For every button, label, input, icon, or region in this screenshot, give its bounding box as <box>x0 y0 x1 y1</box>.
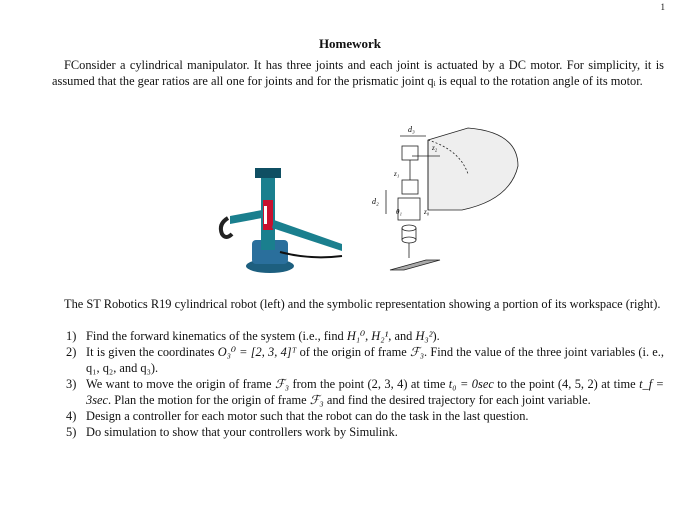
symbolic-diagram <box>386 128 518 270</box>
origin-coordinates: O₃⁰ = [2, 3, 4]ᵀ <box>217 345 297 359</box>
task-item-3: 3) We want to move the origin of frame ℱ₃ from the point (2, 3, 4) at time t₀ = 0sec to the point (4, 5, 2) at time t_f = 3sec. Plan the motion for the origin of frame ℱ₃ and find the desired trajectory for each joint variable. <box>66 377 664 407</box>
start-time: t₀ = 0sec <box>448 377 494 391</box>
label-z1: z₁ <box>394 170 400 178</box>
task-item-1: 1) Find the forward kinematics of the system (i.e., find H₁⁰, H₂¹, and H₃²). <box>66 329 440 343</box>
frame-f3: ℱ₃ <box>409 345 425 359</box>
joint-block-middle <box>402 180 418 194</box>
page-number: 1 <box>660 2 665 12</box>
task-number: 3) <box>66 377 77 391</box>
robot-white-stripe <box>264 206 267 224</box>
r19-robot-photo <box>221 168 342 273</box>
h3-matrix: H₃² <box>415 329 433 343</box>
label-theta1: θ₁ <box>396 208 402 216</box>
workspace-volume <box>428 128 518 210</box>
robot-figure <box>200 120 530 290</box>
task-list <box>52 328 664 440</box>
label-d2: d₂ <box>372 197 379 206</box>
final-time: t_f = 3sec <box>86 377 664 407</box>
robot-figure-svg <box>200 120 530 290</box>
robot-cable <box>280 252 342 257</box>
robot-column-cap <box>255 168 281 178</box>
task-item-5: 5) Do simulation to show that your controllers work by Simulink. <box>66 425 398 439</box>
task-item-4: 4) Design a controller for each motor such that the robot can do the task in the last question. <box>66 409 529 423</box>
figure-caption: The ST Robotics R19 cylindrical robot (left) and the symbolic representation showing a portion of its workspace (right). <box>64 297 661 311</box>
base-cylinder-top <box>402 225 416 231</box>
task-number: 2) <box>66 345 77 359</box>
document-title: Homework <box>318 36 382 51</box>
h1-matrix: H₁⁰ <box>346 329 366 343</box>
intro-paragraph: FConsider a cylindrical manipulator. It has three joints and each joint is actuated by a DC motor. For simplicity, it is assumed that the gear ratios are all one for joints and for the prismatic joint qᵢ is equal to the rotation angle of its motor. <box>52 58 664 88</box>
task-item-2: 2) It is given the coordinates O₃⁰ = [2, 3, 4]ᵀ of the origin of frame ℱ₃. Find the value of the three joint variables (i. e., q₁, q₂, and q₃). <box>66 345 665 375</box>
label-z2: z₂ <box>432 144 438 152</box>
task-number: 5) <box>66 425 77 439</box>
base-cylinder-bottom <box>402 237 416 243</box>
label-d3: d₃ <box>408 125 415 134</box>
task-number: 4) <box>66 409 77 423</box>
label-z0: z₀ <box>424 208 430 216</box>
h2-matrix: H₂¹ <box>371 329 389 343</box>
task-number: 1) <box>66 329 77 343</box>
base-plate <box>390 260 440 270</box>
joint-block-top <box>402 146 418 160</box>
robot-arm-left <box>230 210 262 224</box>
